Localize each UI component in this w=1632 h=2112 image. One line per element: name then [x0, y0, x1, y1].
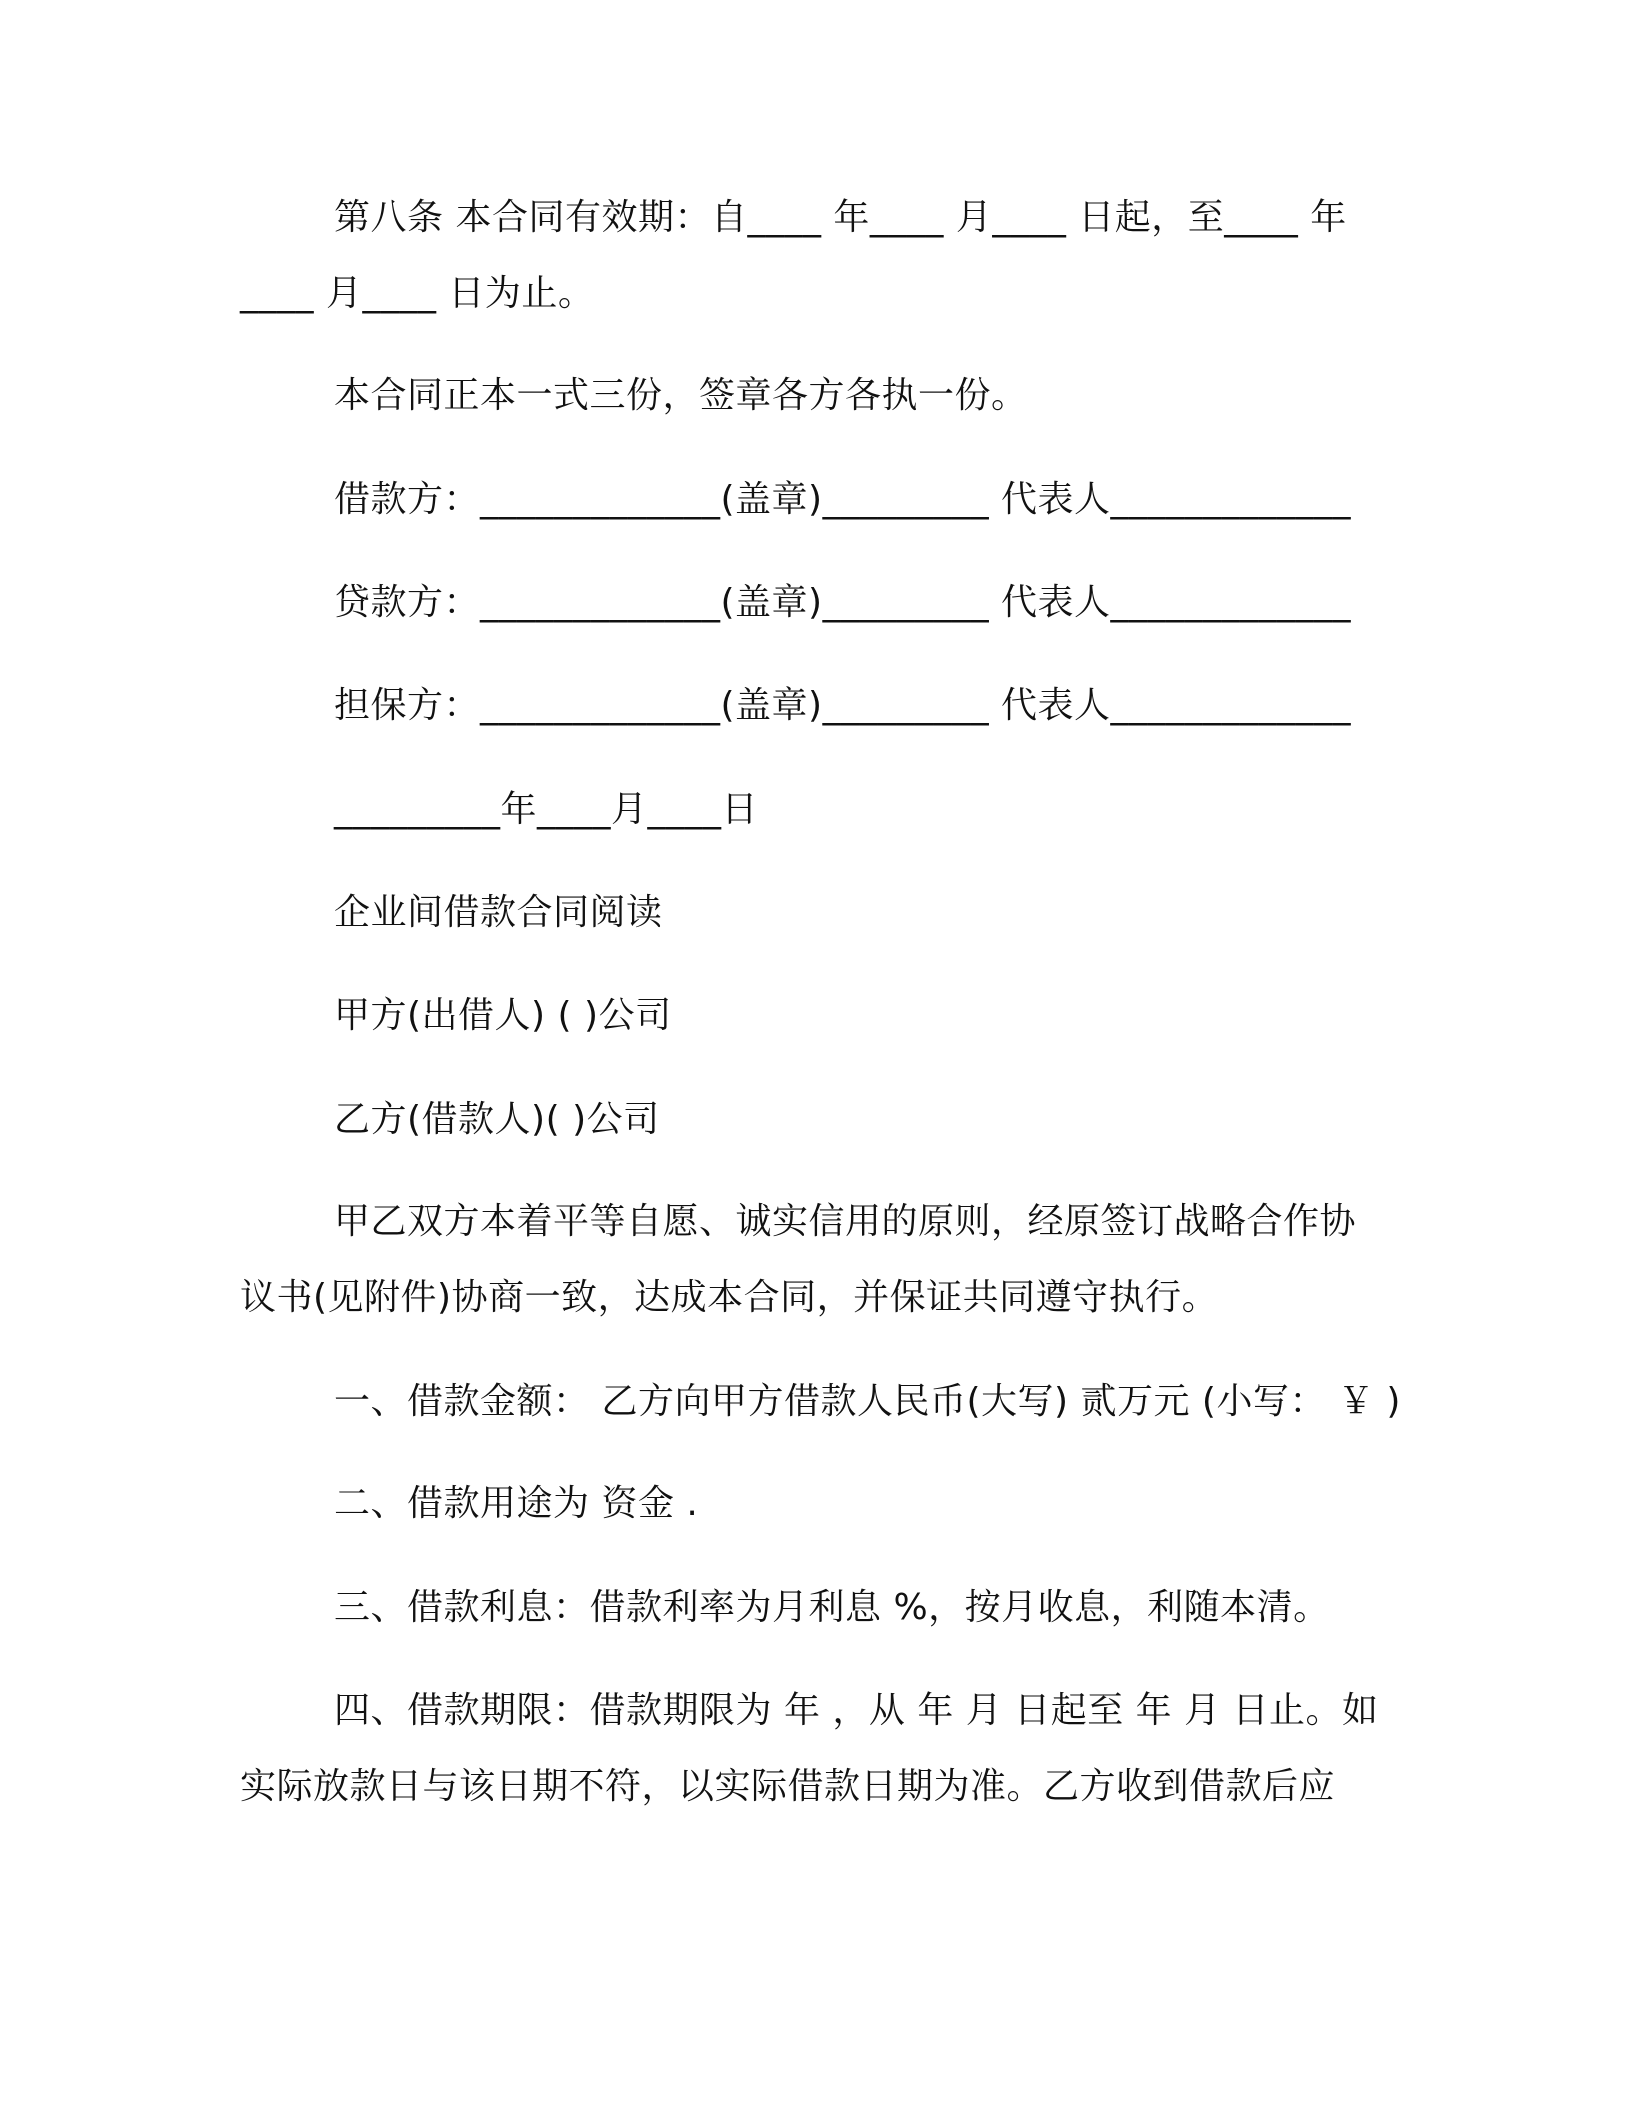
borrower-signature-line: 借款方：_____________(盖章)_________ 代表人_____________ [334, 479, 1352, 520]
copies-statement: 本合同正本一式三份，签章各方各执一份。 [334, 375, 1028, 416]
clause-4-loan-term-line-1: 四、借款期限：借款期限为 年 ，从 年 月 日起至 年 月 日止。如 [334, 1690, 1379, 1731]
party-a-line: 甲方(出借人) ( )公司 [334, 995, 672, 1036]
lender-signature-line: 贷款方：_____________(盖章)_________ 代表人_____________ [334, 582, 1352, 623]
clause-1-loan-amount: 一、借款金额： 乙方向甲方借款人民币(大写) 贰万元 (小写： ￥ ) [334, 1381, 1401, 1422]
guarantor-signature-line: 担保方：_____________(盖章)_________ 代表人_____________ [334, 685, 1352, 726]
clause-3-loan-interest: 三、借款利息：借款利率为月利息 %，按月收息，利随本清。 [334, 1587, 1330, 1628]
clause-2-loan-purpose: 二、借款用途为 资金 . [334, 1483, 699, 1524]
clause-4-loan-term-line-2: 实际放款日与该日期不符，以实际借款日期为准。乙方收到借款后应 [240, 1766, 1336, 1807]
preamble-line-1: 甲乙双方本着平等自愿、诚实信用的原则，经原签订战略合作协 [334, 1201, 1357, 1242]
party-b-line: 乙方(借款人)( )公司 [334, 1099, 660, 1140]
article-8-validity-line-1: 第八条 本合同有效期：自____ 年____ 月____ 日起，至____ 年 [334, 197, 1347, 238]
article-8-validity-line-2: ____ 月____ 日为止。 [240, 273, 595, 314]
preamble-line-2: 议书(见附件)协商一致，达成本合同，并保证共同遵守执行。 [240, 1277, 1219, 1318]
contract-title: 企业间借款合同阅读 [334, 892, 663, 933]
signing-date-line: _________年____月____日 [334, 789, 758, 830]
